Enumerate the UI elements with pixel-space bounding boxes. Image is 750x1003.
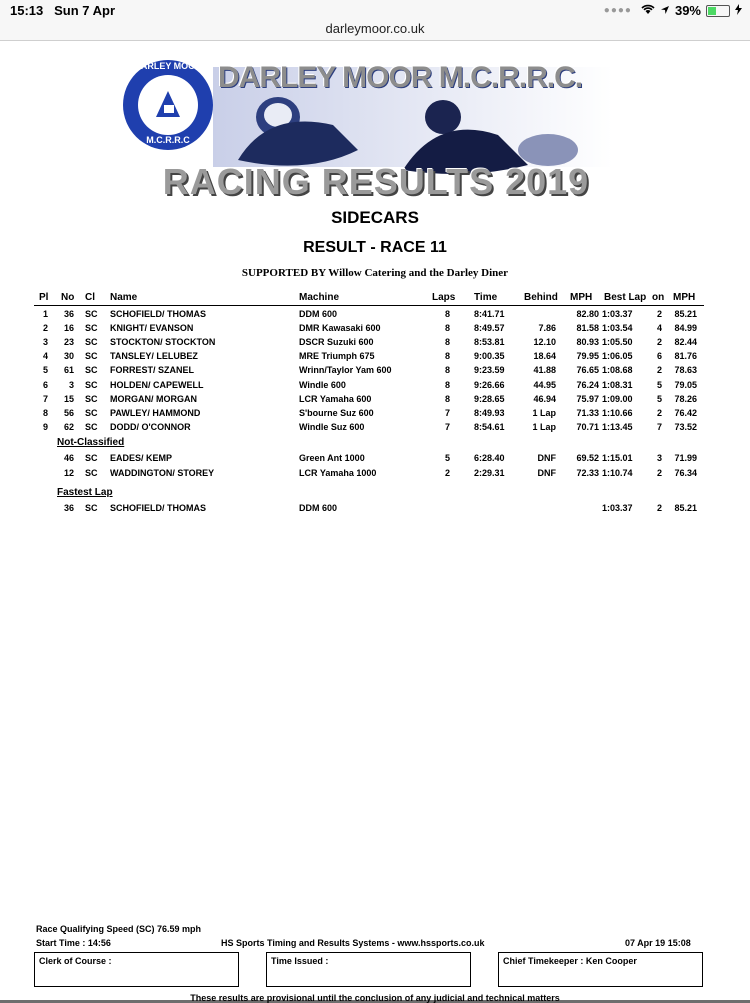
cell-machine: LCR Yamaha 600 [299, 393, 372, 404]
cell-cl: SC [85, 407, 98, 418]
table-row [0, 468, 750, 482]
disclaimer: These results are provisional until the conclusion of any judicial and technical matters [190, 993, 560, 1003]
table-row [0, 351, 750, 365]
cell-bmph: 76.42 [674, 407, 697, 418]
cell-cl: SC [85, 337, 98, 348]
cell-name: WADDINGTON/ STOREY [110, 468, 215, 478]
cell-cl: SC [85, 468, 98, 478]
cell-on: 2 [656, 503, 662, 513]
cell-no: 36 [63, 503, 74, 513]
start-time: Start Time : 14:56 [36, 938, 111, 948]
cell-bmph: 84.99 [674, 323, 697, 334]
cell-name: TANSLEY/ LELUBEZ [110, 351, 198, 362]
cell-pl: 9 [42, 421, 48, 432]
cell-no: 62 [63, 421, 74, 432]
cell-laps: 8 [444, 309, 450, 319]
cell-on: 3 [656, 453, 662, 463]
col-cl: Cl [85, 292, 95, 303]
battery-icon [706, 5, 730, 17]
cell-behind: 41.88 [533, 365, 556, 376]
cell-mph: 71.33 [576, 407, 599, 418]
cell-pl: 3 [42, 337, 48, 348]
printed-timestamp: 07 Apr 19 15:08 [625, 938, 691, 948]
table-row [0, 323, 750, 337]
cell-time: 9:28.65 [474, 393, 505, 404]
cell-best: 1:15.01 [602, 453, 633, 463]
cell-name: SCHOFIELD/ THOMAS [110, 309, 206, 319]
cell-laps: 2 [444, 468, 450, 478]
cell-bmph: 85.21 [674, 503, 697, 513]
address-bar[interactable] [0, 22, 750, 41]
cell-machine: DDM 600 [299, 503, 338, 513]
col-name: Name [110, 292, 138, 303]
cell-best: 1:05.50 [602, 337, 633, 348]
cell-time: 8:53.81 [474, 337, 505, 348]
cell-pl: 8 [42, 407, 48, 418]
cell-behind: 7.86 [538, 323, 556, 334]
chief-timekeeper-box [498, 952, 703, 987]
cell-mph: 76.65 [576, 365, 599, 376]
cell-no: 16 [63, 323, 74, 334]
col-mph: MPH [570, 292, 593, 303]
cell-behind: 12.10 [533, 337, 556, 348]
cell-bmph: 78.63 [674, 365, 697, 376]
race-title: RESULT - RACE 11 [303, 239, 447, 256]
cell-on: 2 [656, 309, 662, 319]
cell-best: 1:06.05 [602, 351, 633, 362]
table-row [0, 365, 750, 379]
cell-behind: 18.64 [533, 351, 556, 362]
cell-behind: 1 Lap [532, 421, 556, 432]
cell-no: 30 [63, 351, 74, 362]
cell-pl: 7 [42, 393, 48, 404]
cell-time: 9:00.35 [474, 351, 505, 362]
cell-mph: 79.95 [576, 351, 599, 362]
cell-name: EADES/ KEMP [110, 453, 173, 463]
cell-mph: 75.97 [576, 393, 599, 404]
cell-time: 6:28.40 [474, 453, 505, 463]
cell-pl: 4 [42, 351, 48, 362]
battery-percent: 39% [674, 3, 701, 18]
cell-behind: 1 Lap [532, 407, 556, 418]
cell-name: HOLDEN/ CAPEWELL [110, 379, 204, 390]
cell-bmph: 82.44 [674, 337, 697, 348]
cell-machine: S'bourne Suz 600 [299, 407, 374, 418]
cell-on: 7 [656, 421, 662, 432]
cell-time: 8:54.61 [474, 421, 505, 432]
cell-no: 3 [68, 379, 74, 390]
chief-timekeeper-label: Chief Timekeeper : Ken Cooper [503, 956, 637, 966]
cell-machine: DMR Kawasaki 600 [299, 323, 381, 334]
logo-bottom-text: M.C.R.R.C [146, 135, 190, 145]
sponsor-line: SUPPORTED BY Willow Catering and the Darley Diner [241, 267, 509, 279]
cell-name: STOCKTON/ STOCKTON [110, 337, 216, 348]
cell-laps: 8 [444, 365, 450, 376]
cell-mph: 76.24 [576, 379, 599, 390]
cell-pl: 1 [42, 309, 48, 319]
cellular-dots-icon: ●●●● [603, 5, 632, 16]
results-title: RACING RESULTS 2019 [162, 161, 590, 202]
banner-image [118, 55, 630, 205]
logo-top-text: DARLEY MOOR [134, 61, 202, 71]
table-row [0, 422, 750, 436]
cell-laps: 7 [444, 407, 450, 418]
cell-best: 1:08.68 [602, 365, 633, 376]
cell-mph: 81.58 [576, 323, 599, 334]
cell-machine: Windle Suz 600 [299, 421, 365, 432]
cell-time: 2:29.31 [474, 468, 505, 478]
status-bar [0, 0, 750, 22]
cell-behind: 44.95 [533, 379, 556, 390]
results-sheet [0, 41, 750, 1003]
cell-bmph: 81.76 [674, 351, 697, 362]
cell-no: 23 [63, 337, 74, 348]
qualifying-speed: Race Qualifying Speed (SC) 76.59 mph [36, 924, 202, 934]
cell-on: 5 [656, 379, 662, 390]
cell-machine: LCR Yamaha 1000 [299, 468, 377, 478]
cell-mph: 82.80 [576, 309, 599, 319]
cell-on: 2 [656, 365, 662, 376]
cell-laps: 8 [444, 351, 450, 362]
cell-best: 1:03.37 [602, 309, 633, 319]
charging-icon [735, 3, 742, 18]
col-machine: Machine [299, 292, 340, 303]
cell-on: 6 [656, 351, 662, 362]
cell-on: 2 [656, 407, 662, 418]
table-row [0, 309, 750, 323]
cell-no: 56 [63, 407, 74, 418]
cell-laps: 7 [444, 421, 450, 432]
cell-cl: SC [85, 421, 98, 432]
cell-name: MORGAN/ MORGAN [110, 393, 197, 404]
cell-machine: MRE Triumph 675 [299, 351, 375, 362]
cell-laps: 8 [444, 337, 450, 348]
col-no: No [61, 292, 75, 303]
cell-behind: 46.94 [533, 393, 556, 404]
col-best-lap: Best Lap [604, 292, 647, 303]
cell-mph: 70.71 [576, 421, 599, 432]
fastest-lap-heading: Fastest Lap [57, 487, 113, 498]
cell-best: 1:03.54 [602, 323, 633, 334]
cell-pl: 5 [42, 365, 48, 376]
col-behind: Behind [524, 292, 558, 303]
cell-time: 9:26.66 [474, 379, 505, 390]
cell-no: 15 [63, 393, 74, 404]
time-issued-label: Time Issued : [271, 956, 329, 966]
cell-cl: SC [85, 365, 98, 376]
cell-bmph: 76.34 [674, 468, 697, 478]
cell-no: 61 [63, 365, 74, 376]
cell-bmph: 71.99 [674, 453, 697, 463]
time-issued-box [266, 952, 471, 987]
col-laps: Laps [432, 292, 456, 303]
cell-bmph: 78.26 [674, 393, 697, 404]
cell-on: 5 [656, 393, 662, 404]
table-row [0, 394, 750, 408]
cell-on: 2 [656, 468, 662, 478]
club-name: DARLEY MOOR M.C.R.R.C. [218, 61, 583, 94]
cell-mph: 69.52 [576, 453, 599, 463]
cell-cl: SC [85, 323, 98, 334]
cell-machine: DDM 600 [299, 309, 338, 319]
cell-mph: 80.93 [576, 337, 599, 348]
col-pl: Pl [39, 292, 49, 303]
cell-machine: Green Ant 1000 [299, 453, 365, 463]
cell-machine: Windle 600 [299, 379, 346, 390]
cell-best: 1:08.31 [602, 379, 633, 390]
status-time: 15:13 [10, 3, 44, 18]
not-classified-heading: Not-Classified [57, 437, 125, 448]
class-title: SIDECARS [331, 208, 419, 227]
cell-machine: Wrinn/Taylor Yam 600 [299, 365, 392, 376]
timing-credit: HS Sports Timing and Results Systems - www.hssports.co.uk [221, 938, 485, 948]
cell-best: 1:10.66 [602, 407, 633, 418]
location-icon [660, 3, 670, 18]
table-row [0, 453, 750, 467]
cell-cl: SC [85, 453, 98, 463]
cell-cl: SC [85, 309, 98, 319]
cell-machine: DSCR Suzuki 600 [299, 337, 374, 348]
cell-on: 2 [656, 337, 662, 348]
cell-time: 9:23.59 [474, 365, 505, 376]
cell-bmph: 79.05 [674, 379, 697, 390]
cell-name: DODD/ O'CONNOR [110, 421, 191, 432]
cell-mph: 72.33 [576, 468, 599, 478]
cell-name: SCHOFIELD/ THOMAS [110, 503, 206, 513]
cell-pl: 2 [42, 323, 48, 334]
clerk-of-course-box [34, 952, 239, 987]
cell-pl: 6 [42, 379, 48, 390]
cell-best: 1:03.37 [602, 503, 633, 513]
table-row [0, 337, 750, 351]
table-row [0, 380, 750, 394]
cell-time: 8:49.93 [474, 407, 505, 418]
status-date: Sun 7 Apr [54, 3, 116, 18]
cell-time: 8:41.71 [474, 309, 505, 319]
cell-cl: SC [85, 503, 98, 513]
table-row [0, 408, 750, 422]
clerk-label: Clerk of Course : [39, 956, 112, 966]
cell-name: KNIGHT/ EVANSON [110, 323, 194, 334]
cell-on: 4 [656, 323, 662, 334]
cell-cl: SC [85, 393, 98, 404]
cell-laps: 8 [444, 393, 450, 404]
cell-best: 1:13.45 [602, 421, 633, 432]
cell-bmph: 85.21 [674, 309, 697, 319]
cell-no: 46 [63, 453, 74, 463]
cell-laps: 8 [444, 323, 450, 334]
cell-cl: SC [85, 351, 98, 362]
cell-best: 1:09.00 [602, 393, 633, 404]
table-row [0, 503, 750, 517]
cell-time: 8:49.57 [474, 323, 505, 334]
wifi-icon [641, 3, 655, 18]
col-best-mph: MPH [673, 292, 696, 303]
cell-cl: SC [85, 379, 98, 390]
cell-laps: 8 [444, 379, 450, 390]
cell-no: 12 [63, 468, 74, 478]
cell-behind: DNF [537, 468, 556, 478]
col-time: Time [474, 292, 498, 303]
cell-name: FORREST/ SZANEL [110, 365, 195, 376]
url-text[interactable]: darleymoor.co.uk [325, 21, 425, 36]
cell-best: 1:10.74 [602, 468, 633, 478]
header-divider [34, 305, 704, 306]
cell-behind: DNF [537, 453, 556, 463]
cell-no: 36 [63, 309, 74, 319]
cell-name: PAWLEY/ HAMMOND [110, 407, 201, 418]
cell-laps: 5 [444, 453, 450, 463]
col-on: on [652, 292, 665, 303]
cell-bmph: 73.52 [674, 421, 697, 432]
